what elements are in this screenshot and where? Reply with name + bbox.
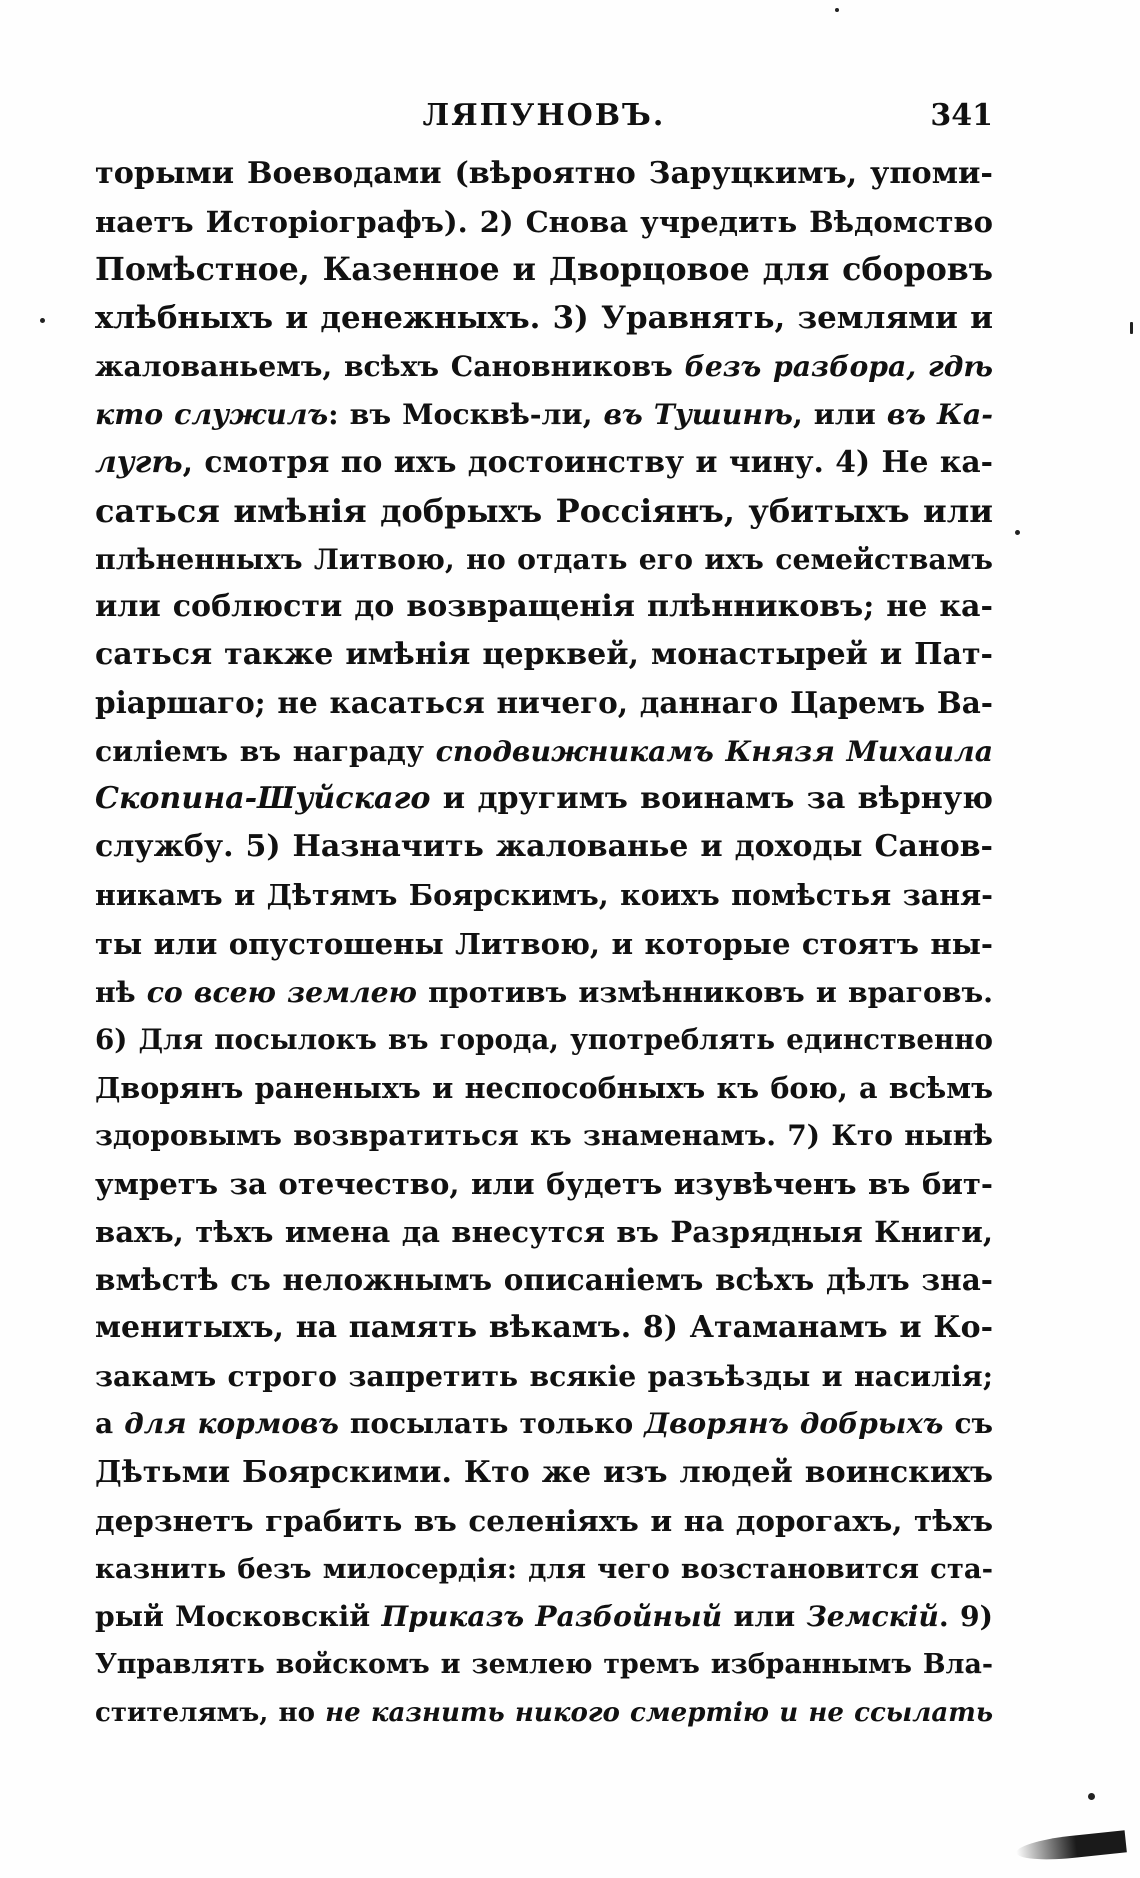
text-segment: съ	[943, 1407, 993, 1441]
text-line	[95, 1016, 993, 1064]
text-line	[95, 1641, 993, 1689]
text-segment: рый Московскій	[95, 1599, 382, 1633]
running-head	[95, 98, 993, 142]
text-line	[95, 871, 993, 919]
text-segment: нѣ	[95, 974, 147, 1009]
text-segment: наетъ Исторіографъ). 2) Снова учредить Вѣдомство	[95, 205, 993, 240]
text-segment: никамъ и Дѣтямъ Боярскимъ, коихъ помѣстья заня-	[95, 878, 993, 913]
text-line	[95, 246, 993, 294]
text-line	[95, 1689, 993, 1737]
text-line	[95, 1449, 993, 1497]
ink-speck	[40, 318, 45, 323]
italic-text: безъ разбора, гдѣ	[684, 349, 993, 384]
text-line	[95, 390, 993, 438]
italic-text: сподвижникамъ Князя Михаила	[435, 734, 993, 769]
text-segment: 6) Для посылокъ въ города, употреблять единственно	[95, 1022, 993, 1056]
text-line	[95, 1352, 993, 1400]
text-line	[95, 1304, 993, 1352]
text-line	[95, 1064, 993, 1112]
text-line	[95, 535, 993, 583]
text-line	[95, 439, 993, 487]
text-segment: жалованьемъ, всѣхъ Сановниковъ	[95, 349, 685, 384]
text-line	[95, 1256, 993, 1304]
italic-text: не казнить никого смертію и не ссылать	[325, 1698, 993, 1728]
italic-text: Дворянъ добрыхъ	[644, 1407, 944, 1441]
text-line	[95, 679, 993, 727]
text-line	[95, 583, 993, 631]
text-segment: Помѣстное, Казенное и Дворцовое для сборовъ	[95, 251, 993, 289]
italic-text: для кормовъ	[124, 1407, 339, 1441]
text-segment: ріаршаго; не касаться ничего, даннаго Царемъ Ва-	[95, 685, 993, 721]
ink-smudge	[1015, 1830, 1127, 1863]
text-segment: службу. 5) Назначить жалованье и доходы Санов-	[95, 829, 993, 865]
text-line	[95, 920, 993, 968]
text-segment: а	[95, 1407, 125, 1441]
text-segment: вмѣстѣ съ неложнымъ описаніемъ всѣхъ дѣлъ зна-	[95, 1262, 993, 1298]
text-segment: . 9)	[938, 1599, 993, 1633]
text-segment: силіемъ въ награду	[95, 734, 436, 769]
text-line	[95, 1400, 993, 1448]
text-segment: дерзнетъ грабить въ селеніяхъ и на дорогахъ, тѣхъ	[95, 1502, 993, 1538]
text-line	[95, 342, 993, 390]
text-line	[95, 487, 993, 535]
text-segment: умретъ за отечество, или будетъ изувѣченъ въ бит-	[95, 1166, 993, 1201]
text-segment: здоровымъ возвратиться къ знаменамъ. 7) Кто нынѣ	[95, 1118, 993, 1152]
text-line	[95, 1545, 993, 1593]
ink-speck	[1130, 322, 1133, 334]
text-segment: саться имѣнія добрыхъ Россіянъ, убитыхъ или	[95, 491, 993, 530]
text-line	[95, 727, 993, 775]
text-segment: , смотря по ихъ достоинству и чину. 4) Не ка-	[182, 444, 993, 480]
text-segment: торыми Воеводами (вѣроятно Заруцкимъ, упоми-	[95, 156, 993, 191]
text-segment: стителямъ, но	[95, 1698, 326, 1728]
text-segment: хлѣбныхъ и денежныхъ. 3) Уравнять, землями и	[95, 300, 993, 337]
text-line	[95, 631, 993, 679]
italic-text: Приказъ Разбойный	[381, 1599, 723, 1633]
text-segment: закамъ строго запретить всякіе разъѣзды и насилія;	[95, 1359, 993, 1394]
text-segment: ты или опустошены Литвою, и которые стоятъ ны-	[95, 926, 993, 961]
text-segment: или соблюсти до возвращенія плѣнниковъ; не ка-	[95, 588, 993, 624]
text-segment: вахъ, тѣхъ имена да внесутся въ Разрядныя Книги,	[95, 1215, 993, 1250]
italic-text: Скопина-Шуйскаго	[95, 781, 431, 817]
text-segment: Управлять войскомъ и землею тремъ избраннымъ Вла-	[95, 1648, 993, 1680]
text-line	[95, 294, 993, 342]
ink-speck	[1088, 1793, 1095, 1800]
text-segment: саться также имѣнія церквей, монастырей и Пат-	[95, 636, 993, 672]
text-line	[95, 1497, 993, 1545]
ink-speck	[835, 8, 839, 12]
page-number: 341	[930, 98, 993, 133]
text-segment: менитыхъ, на память вѣкамъ. 8) Атаманамъ и Ко-	[95, 1310, 993, 1346]
text-line	[95, 1593, 993, 1641]
text-segment: и другимъ воинамъ за вѣрную	[430, 781, 993, 817]
italic-text: въ Ка-	[886, 397, 993, 432]
text-line	[95, 1160, 993, 1208]
body-text	[95, 150, 993, 1737]
italic-text: Земскій	[806, 1599, 939, 1633]
text-segment: противъ измѣнниковъ и враговъ.	[416, 974, 993, 1009]
text-segment: посылать только	[338, 1407, 645, 1441]
text-line	[95, 1112, 993, 1160]
text-line	[95, 968, 993, 1016]
text-line	[95, 1208, 993, 1256]
running-head-title: ЛЯПУНОВЪ.	[422, 98, 666, 133]
italic-text: лугѣ	[95, 444, 183, 480]
italic-text: со всею землею	[146, 974, 417, 1009]
text-segment: : въ Москвѣ-ли,	[328, 397, 604, 432]
text-line	[95, 150, 993, 198]
text-line	[95, 775, 993, 823]
text-line	[95, 198, 993, 246]
italic-text: въ Тушинѣ	[603, 397, 793, 432]
text-segment: казнить безъ милосердія: для чего возстановится ста-	[95, 1552, 993, 1585]
text-segment: Дѣтьми Боярскими. Кто же изъ людей воинскихъ	[95, 1454, 993, 1490]
text-segment: , или	[792, 397, 887, 432]
ink-speck	[1015, 530, 1020, 535]
text-line	[95, 823, 993, 871]
text-segment: плѣненныхъ Литвою, но отдать его ихъ семействамъ	[95, 541, 993, 576]
text-segment: или	[722, 1599, 807, 1633]
italic-text: кто служилъ	[95, 397, 329, 432]
text-segment: Дворянъ раненыхъ и неспособныхъ къ бою, а всѣмъ	[95, 1070, 993, 1105]
